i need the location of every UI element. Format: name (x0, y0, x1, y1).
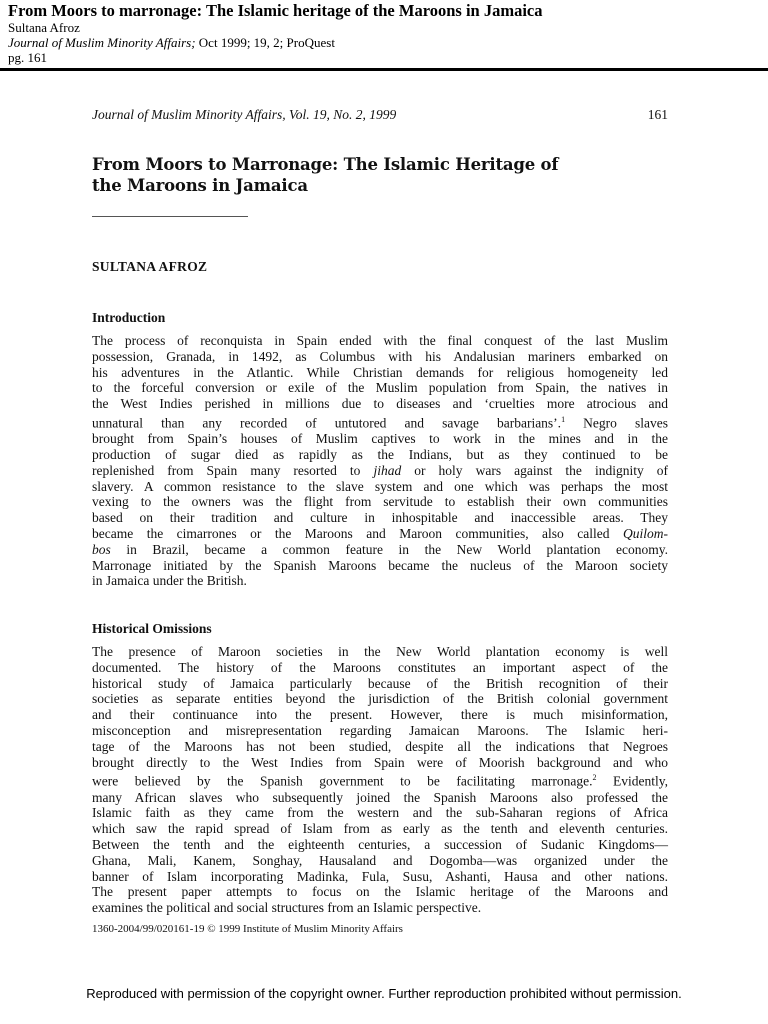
text-fragment: became the cimarrones or the Maroons and Maroon communities, also called (92, 526, 623, 542)
text-line: to the forceful conversion or exile of the Muslim population from Spain, the natives in (92, 380, 668, 396)
permission-footer: Reproduced with permission of the copyright owner. Further reproduction prohibited without permission. (86, 986, 682, 1001)
proquest-header (8, 2, 758, 65)
text-line: The present paper attempts to focus on the Islamic heritage of the Maroons and (92, 884, 668, 900)
text-line: The presence of Maroon societies in the New World plantation economy is well (92, 644, 668, 659)
footnote-marker: 2 (592, 773, 597, 783)
text-line: which saw the rapid spread of Islam from as early as the tenth and eleventh centuries. (92, 821, 668, 837)
running-head (92, 107, 668, 129)
text-line: based on their tradition and culture in inhospitable and inaccessible areas. They (92, 510, 668, 526)
text-fragment: or holy wars against the indignity of (401, 462, 668, 478)
text-line: and their continuance into the present. However, there is much misinformation, (92, 707, 668, 723)
historical-omissions-paragraph (92, 644, 668, 916)
article-title-line: From Moors to Marronage: The Islamic Heritage of (92, 155, 559, 174)
text-line: in Jamaica under the British. (92, 573, 247, 589)
text-line: Ghana, Mali, Kanem, Songhay, Hausaland and Dogomba—was organized under the (92, 852, 668, 868)
footnote-marker: 1 (561, 414, 566, 424)
italic-term: jihad (373, 462, 402, 478)
text-fragment: were believed by the Spanish government to be facilitating marronage. (92, 773, 593, 789)
running-head-journal: Journal of Muslim Minority Affairs, Vol. 19, No. 2, 1999 (92, 107, 397, 122)
text-line: the West Indies perished in millions due to diseases and ‘cruelties more atrocious and (92, 396, 668, 412)
text-line: tage of the Maroons has not been studied, despite all the indications that Negroes (92, 738, 668, 754)
introduction-paragraph (92, 333, 668, 589)
section-heading-historical-omissions: Historical Omissions (92, 621, 212, 636)
text-line: documented. The history of the Maroons constitutes an important aspect of the (92, 659, 668, 675)
title-rule (92, 216, 248, 217)
article-page (92, 107, 668, 935)
text-fragment: unnatural than any recorded of untutored and savage barbarians’. (92, 415, 562, 431)
page-number: 161 (647, 107, 668, 122)
article-author: SULTANA AFROZ (92, 259, 208, 274)
text-line: Between the tenth and the eighteenth centuries, a succession of Sudanic Kingdoms— (92, 837, 668, 853)
article-title-line: the Maroons in Jamaica (92, 176, 308, 195)
text-fragment: Negro slaves (565, 415, 668, 431)
section-heading-introduction: Introduction (92, 310, 166, 325)
text-line: societies as separate entities beyond the jurisdiction of the British colonial government (92, 691, 668, 707)
text-line (92, 412, 668, 431)
text-fragment: replenished from Spain many resorted to (92, 462, 374, 478)
text-line: The process of reconquista in Spain ended with the final conquest of the last Muslim (92, 333, 668, 348)
text-line: Islamic faith as they came from the western and the sub-Saharan regions of Africa (92, 805, 668, 821)
italic-term: bos (92, 541, 111, 557)
text-line: slavery. A common resistance to the slave system and one which was perhaps the most (92, 478, 668, 494)
text-line (92, 526, 668, 542)
header-divider (0, 68, 768, 71)
text-line: production of sugar died as rapidly as the Indians, but as they continued to be (92, 447, 668, 463)
proquest-page: pg. 161 (8, 50, 47, 65)
italic-term: Quilom- (623, 526, 668, 542)
proquest-journal: Journal of Muslim Minority Affairs; (8, 35, 196, 50)
text-line (92, 770, 668, 789)
text-line: banner of Islam incorporating Madinka, Fula, Susu, Ashanti, Hausa and other nations. (92, 868, 668, 884)
text-line: examines the political and social structures from an Islamic perspective. (92, 900, 482, 916)
text-line: Marronage initiated by the Spanish Maroons became the nucleus of the Maroon society (92, 557, 668, 573)
text-line: brought from Spain’s houses of Muslim captives to work in the mines and in the (92, 431, 668, 447)
text-line: historical study of Jamaica particularly because of the British recognition of their (92, 675, 668, 691)
text-line (92, 542, 668, 558)
text-line: brought directly to the West Indies from Spain were of Moorish background and who (92, 754, 668, 770)
proquest-title: From Moors to marronage: The Islamic heritage of the Maroons in Jamaica (8, 1, 543, 20)
text-line: vexing to the owners was the flight from servitude to establish their own communities (92, 494, 668, 510)
text-line: misconception and misrepresentation regarding Jamaican Maroons. The Islamic heri- (92, 722, 668, 738)
proquest-author: Sultana Afroz (8, 20, 80, 35)
text-fragment: Evidently, (596, 773, 668, 789)
copyright-line: 1360-2004/99/020161-19 © 1999 Institute of Muslim Minority Affairs (92, 923, 403, 935)
text-line: many African slaves who subsequently joined the Spanish Maroons also professed the (92, 789, 668, 805)
text-line: his adventures in the Atlantic. While Christian demands for religious homogeneity led (92, 364, 668, 380)
text-line: possession, Granada, in 1492, as Columbus with his Andalusian mariners embarked on (92, 348, 668, 364)
proquest-citation-rest: Oct 1999; 19, 2; ProQuest (195, 35, 335, 50)
text-line (92, 463, 668, 479)
text-fragment: in Brazil, became a common feature in the New World plantation economy. (110, 541, 668, 557)
article-title (92, 154, 668, 196)
proquest-citation (8, 35, 758, 50)
